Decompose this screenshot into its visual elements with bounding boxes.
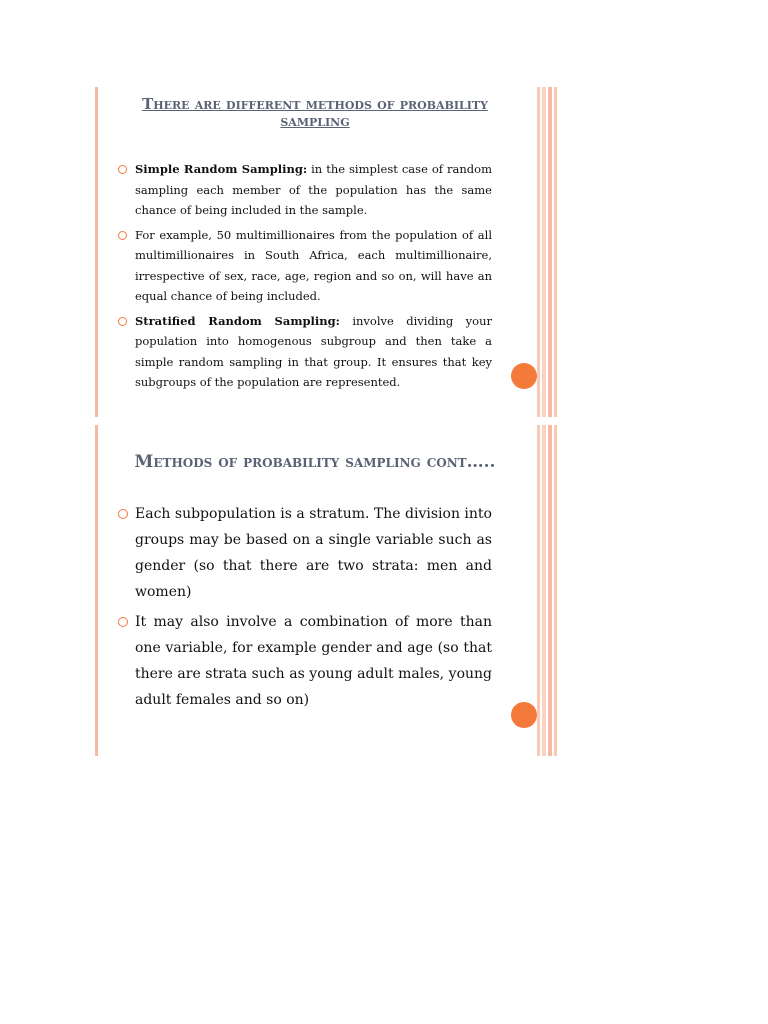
bullet-term: Simple Random Sampling: <box>135 162 308 176</box>
bullet-text: It may also involve a combination of more than one variable, for example gender and age (so that there are strata such as young adult males, young adult females and so on) <box>135 614 492 708</box>
right-decorative-stripes <box>537 87 557 417</box>
orange-ring-bullet-icon <box>118 617 128 627</box>
slide-1 <box>95 87 557 417</box>
left-border-rule <box>95 87 98 417</box>
right-decorative-stripes <box>537 425 557 756</box>
orange-ring-bullet-icon <box>118 509 128 519</box>
orange-circle-icon <box>511 702 537 728</box>
orange-circle-icon <box>511 363 537 389</box>
bullet-text: For example, 50 multimillionaires from the population of all multimillionaires in South Africa, each multimillionaire, irrespective of sex, race, age, region and so on, will have an equal chance of being included. <box>135 227 492 303</box>
bullet-text: involve dividing your population into homogenous subgroup and then take a simple random sampling in that group. It ensures that key subgroups of the population are represented. <box>135 313 492 389</box>
slide-2-bullet-list <box>135 501 492 717</box>
list-item <box>135 609 492 713</box>
bullet-term: Stratified Random Sampling: <box>135 313 340 328</box>
slide-2-title: Methods of probability sampling cont….. <box>134 452 496 472</box>
slide-2 <box>95 425 557 756</box>
slide-1-bullet-list <box>135 159 492 397</box>
list-item <box>135 311 492 393</box>
orange-ring-bullet-icon <box>118 231 127 240</box>
orange-ring-bullet-icon <box>118 317 127 326</box>
left-border-rule <box>95 425 98 756</box>
list-item <box>135 159 492 221</box>
list-item <box>135 225 492 307</box>
list-item <box>135 501 492 605</box>
bullet-text: Each subpopulation is a stratum. The division into groups may be based on a single variable such as gender (so that there are two strata: men and women) <box>135 506 492 600</box>
slide-1-title: There are different methods of probability sampling <box>142 95 488 131</box>
bullet-text: in the simplest case of random sampling each member of the population has the same chance of being included in the sample. <box>135 162 492 217</box>
orange-ring-bullet-icon <box>118 165 127 174</box>
